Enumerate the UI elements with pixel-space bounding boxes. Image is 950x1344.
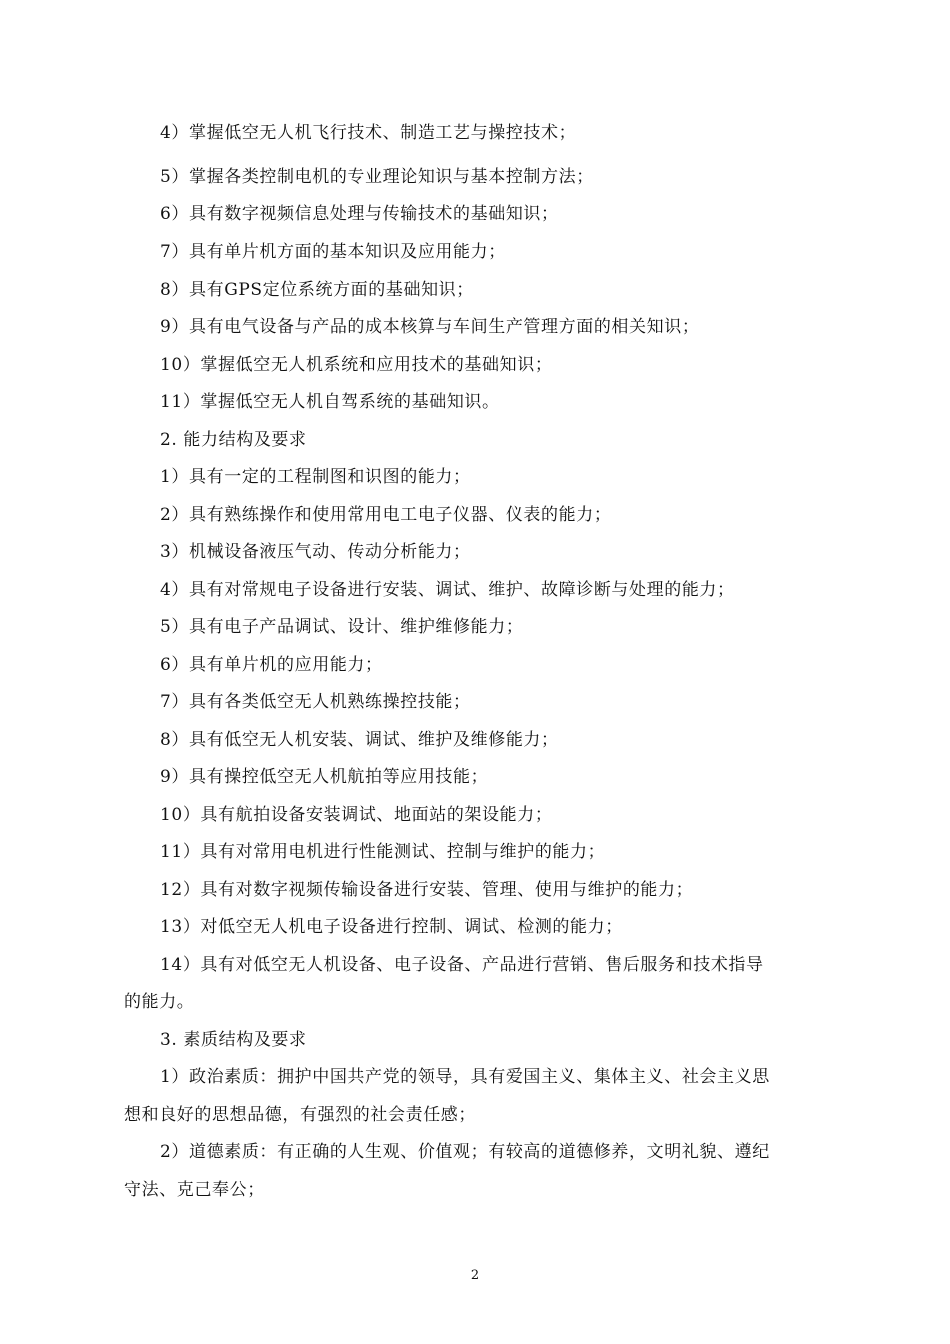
text-line: 7）具有单片机方面的基本知识及应用能力； — [160, 242, 506, 262]
text-line: 13）对低空无人机电子设备进行控制、调试、检测的能力； — [160, 917, 623, 937]
text-line: 7）具有各类低空无人机熟练操控技能； — [160, 692, 471, 712]
text-line: 14）具有对低空无人机设备、电子设备、产品进行营销、售后服务和技术指导 — [160, 955, 764, 975]
text-line: 想和良好的思想品德，有强烈的社会责任感； — [124, 1105, 476, 1125]
text-line: 12）具有对数字视频传输设备进行安装、管理、使用与维护的能力； — [160, 880, 694, 900]
section-heading: 3. 素质结构及要求 — [160, 1030, 307, 1050]
text-line: 5）掌握各类控制电机的专业理论知识与基本控制方法； — [160, 167, 594, 187]
text-line: 8）具有GPS定位系统方面的基础知识； — [160, 280, 474, 300]
text-line: 6）具有单片机的应用能力； — [160, 655, 383, 675]
text-line: 10）掌握低空无人机系统和应用技术的基础知识； — [160, 355, 553, 375]
text-line: 11）掌握低空无人机自驾系统的基础知识。 — [160, 392, 500, 412]
text-line: 6）具有数字视频信息处理与传输技术的基础知识； — [160, 204, 559, 224]
text-line: 10）具有航拍设备安装调试、地面站的架设能力； — [160, 805, 553, 825]
text-line: 1）具有一定的工程制图和识图的能力； — [160, 467, 471, 487]
text-line: 守法、克己奉公； — [124, 1180, 265, 1200]
text-line: 2）道德素质：有正确的人生观、价值观；有较高的道德修养，文明礼貌、遵纪 — [160, 1142, 770, 1162]
text-line: 2）具有熟练操作和使用常用电工电子仪器、仪表的能力； — [160, 505, 612, 525]
text-line: 5）具有电子产品调试、设计、维护维修能力； — [160, 617, 524, 637]
text-line: 的能力。 — [124, 992, 195, 1012]
text-line: 1）政治素质：拥护中国共产党的领导，具有爱国主义、集体主义、社会主义思 — [160, 1067, 770, 1087]
text-line: 3）机械设备液压气动、传动分析能力； — [160, 542, 471, 562]
text-line: 4）具有对常规电子设备进行安装、调试、维护、故障诊断与处理的能力； — [160, 580, 735, 600]
text-line: 8）具有低空无人机安装、调试、维护及维修能力； — [160, 730, 559, 750]
page-number: 2 — [470, 1268, 480, 1283]
text-line: 4）掌握低空无人机飞行技术、制造工艺与操控技术； — [160, 123, 577, 143]
text-line: 9）具有操控低空无人机航拍等应用技能； — [160, 767, 489, 787]
section-heading: 2. 能力结构及要求 — [160, 430, 307, 450]
text-line: 11）具有对常用电机进行性能测试、控制与维护的能力； — [160, 842, 606, 862]
text-line: 9）具有电气设备与产品的成本核算与车间生产管理方面的相关知识； — [160, 317, 700, 337]
